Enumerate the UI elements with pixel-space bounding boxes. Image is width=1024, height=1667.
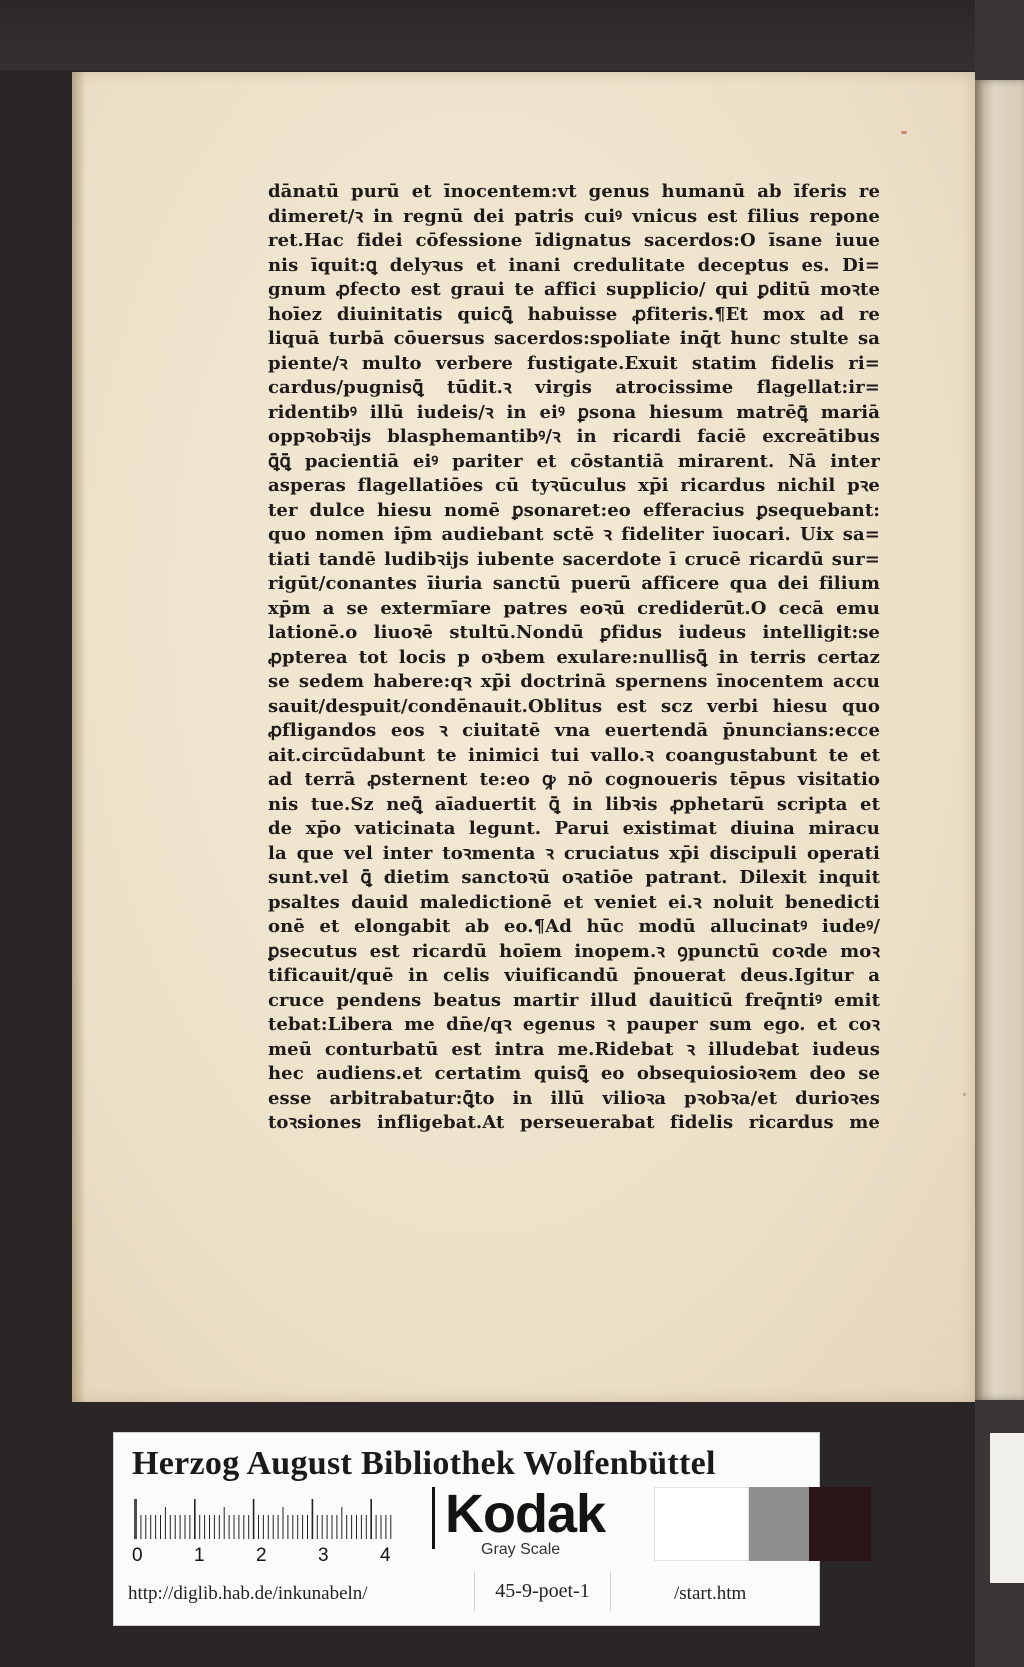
text-line: sauit/despuit/condēnauit.Oblitus est scz verbi hiesu quo <box>268 695 880 717</box>
shelfmark-code: 45-9-poet-1 <box>474 1571 611 1611</box>
swatch-white <box>654 1487 749 1561</box>
ruler-label-3: 3 <box>318 1545 329 1566</box>
text-line: asperas flagellatiōes cū tyꝛūculus xp̄i ricardus nichil pꝛe <box>268 475 880 496</box>
ruler-label-1: 1 <box>194 1545 205 1566</box>
library-url: http://diglib.hab.de/inkunabeln/ <box>128 1583 368 1604</box>
text-line: ꝗ̄ꝗ̄ pacientiā eiꝰ pariter et cōstantiā mirarent. Nā inter <box>268 450 880 472</box>
text-line: dānatū purū et īnocentem:vt genus humanū ab īferis re <box>268 181 880 202</box>
text-line: oppꝛobꝛijs blasphemantibꝰ/ꝛ in ricardi faciē excreātibus <box>268 426 880 447</box>
text-line: piente/ꝛ multo verbere fustigate.Exuit statim fidelis ri= <box>268 352 880 374</box>
text-line: xp̄m a se extermīare patres eoꝛū crediderūt.O cecā emu <box>268 597 880 619</box>
text-line: nis īquit:ꝗ delyꝛus et inani credulitate deceptus es. Di= <box>268 254 880 276</box>
ruler-labels <box>132 1545 402 1569</box>
text-line: ꝓpterea tot locis p oꝛbem exulare:nullisꝗ̄ in terris certaz <box>268 646 880 668</box>
text-line: nis tue.Sz neꝗ̄ aīaduertit ꝗ̄ in libꝛis ꝓphetarū scripta et <box>268 793 880 815</box>
text-line: tebat:Libera me dn̄e/qꝛ egenus ꝛ pauper sum ego. et coꝛ <box>268 1014 880 1035</box>
library-name: Herzog August Bibliothek Wolfenbüttel <box>132 1445 716 1482</box>
text-line: ꝑsecutus est ricardū hoīem inopem.ꝛ ꝯpunctū coꝛde moꝛ <box>268 940 880 962</box>
text-line: onē et elongabit ab eo.¶Ad hūc modū allucinatꝰ iudeꝰ/ <box>268 916 880 937</box>
text-line: hoīez diuinitatis quicꝗ̄ habuisse ꝓfiteris.¶Et mox ad re <box>268 303 880 325</box>
text-line: la que vel inter toꝛmenta ꝛ cruciatus xp̄i discipuli operati <box>268 842 880 864</box>
text-line: de xp̄o vaticinata legunt. Parui existimat diuina miracu <box>268 818 880 839</box>
facing-page-edge <box>975 80 1024 1400</box>
text-line: esse arbitrabatur:ꝗ̄to in illū vilioꝛa pꝛobꝛa/et durioꝛes <box>268 1087 880 1109</box>
text-line: cruce pendens beatus martir illud dauiticū freq̄ntiꝰ emit <box>268 989 880 1011</box>
text-line: psaltes dauid maledictionē et veniet ei.ꝛ noluit benedicti <box>268 891 880 913</box>
kodak-logo: Kodak <box>445 1484 606 1544</box>
scanner-background <box>0 0 1024 70</box>
text-line: ꝓfligandos eos ꝛ ciuitatē vna euertendā p̄nuncians:ecce <box>268 720 880 741</box>
ruler-label-2: 2 <box>256 1545 267 1566</box>
start-page-path: /start.htm <box>674 1583 747 1604</box>
text-line: ret.Hac fidei cōfessione īdignatus sacerdos:O īsane iuue <box>268 230 880 251</box>
text-line: ridentibꝰ illū iudeis/ꝛ in eiꝰ ꝑsona hiesum matrēꝗ̄ mariā <box>268 401 880 423</box>
text-line: ad terrā ꝓsternent te:eo ꝙ nō cognoueris tēpus visitatio <box>268 769 880 790</box>
incunable-text-block <box>268 180 880 1136</box>
text-line: liquā turbā cōuersus sacerdos:spoliate inq̄t hunc stulte sa <box>268 328 880 349</box>
scale-ruler <box>134 1499 394 1539</box>
ruler-label-0: 0 <box>132 1545 143 1566</box>
text-line: dimeret/ꝛ in regnū dei patris cuiꝰ vnicus est filius repone <box>268 205 880 227</box>
text-line: gnum ꝓfecto est graui te affici supplicio/ qui ꝑditū moꝛte <box>268 279 880 300</box>
second-card-edge <box>990 1433 1024 1583</box>
text-line: hec audiens.et certatim quisꝗ̄ eo obsequiosioꝛem deo se <box>268 1063 880 1084</box>
text-line: tiati tandē ludibꝛijs iubente sacerdote ī crucē ricardū sur= <box>268 548 880 570</box>
text-line: tificauit/quē in celis viuificandū p̄nouerat deus.Igitur a <box>268 965 880 986</box>
text-line: ait.circūdabunt te inimici tui vallo.ꝛ coangustabunt te et <box>268 744 880 766</box>
swatch-black <box>809 1487 871 1561</box>
calibration-card <box>114 1433 819 1625</box>
text-line: lationē.o liuoꝛē stultū.Nondū ꝑfidus iudeus intelligit:se <box>268 622 880 643</box>
page-speck <box>963 1093 966 1096</box>
gray-scale-label: Gray Scale <box>481 1541 561 1558</box>
text-line: cardus/pugnisꝗ̄ tūdit.ꝛ virgis atrocissime flagellat:ir= <box>268 377 880 398</box>
text-line: meū conturbatū est intra me.Ridebat ꝛ illudebat iudeus <box>268 1038 880 1060</box>
text-line: sunt.vel ꝗ̄ dietim sanctoꝛū oꝛatiōe patrant. Dilexit inquit <box>268 867 880 888</box>
text-line: toꝛsiones infligebat.At perseuerabat fidelis ricardus me <box>268 1112 880 1133</box>
page-gutter-shadow <box>72 72 86 1402</box>
swatch-gray <box>749 1487 809 1561</box>
kodak-brand <box>432 1484 640 1549</box>
ruler-label-4: 4 <box>380 1545 391 1566</box>
text-line: ter dulce hiesu nomē ꝑsonaret:eo efferacius ꝑsequebant: <box>268 499 880 521</box>
page-stain <box>901 131 907 134</box>
text-line: quo nomen ip̄m audiebant sctē ꝛ fideliter īuocari. Uix sa= <box>268 524 880 545</box>
text-line: se sedem habere:qꝛ xp̄i doctrinā spernens īnocentem accu <box>268 671 880 692</box>
text-line: rigūt/conantes īiuria sanctū puerū afficere qua dei filium <box>268 573 880 594</box>
